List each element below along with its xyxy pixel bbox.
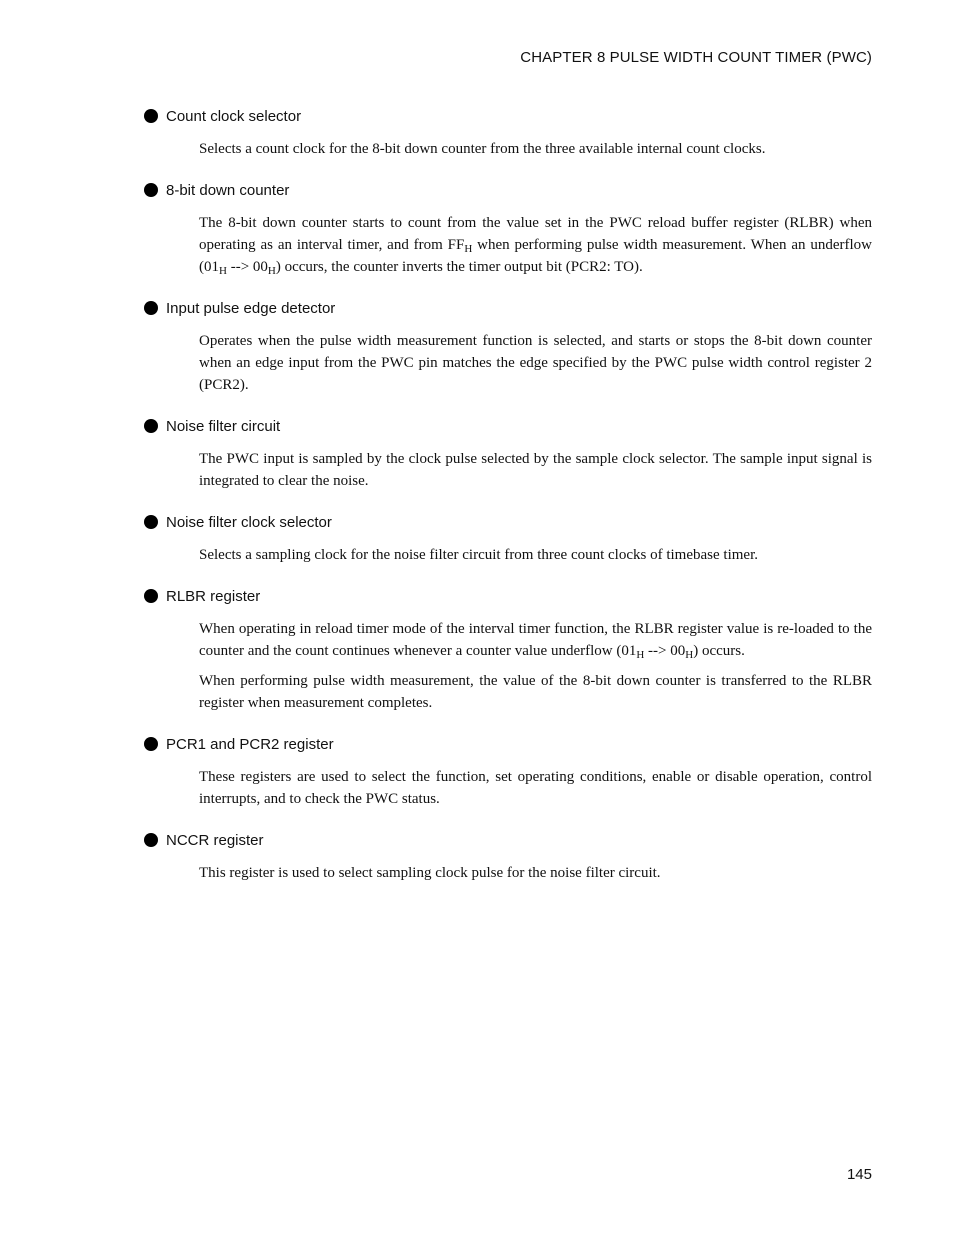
section-input-pulse-edge-detector [144, 298, 872, 396]
section-heading: PCR1 and PCR2 register [166, 735, 334, 753]
text-run: when performing pulse width measurement. When an underflow (01 [199, 237, 872, 275]
section-noise-filter-clock-selector [144, 512, 872, 566]
bullet-icon [144, 589, 158, 603]
section-heading: Input pulse edge detector [166, 299, 336, 317]
paragraph: The PWC input is sampled by the clock pulse selected by the sample clock selector. The sample input signal is integrated to clear the noise. [199, 451, 872, 489]
bullet-icon [144, 183, 158, 197]
text-run: The 8-bit down counter starts to count from the value set in the PWC reload buffer register (RLBR) when operating as an interval timer, and from FF [199, 215, 872, 253]
subscript: H [685, 649, 694, 661]
paragraph: Selects a count clock for the 8-bit down counter from the three available internal count clocks. [199, 141, 766, 157]
section-rlbr-register [144, 586, 872, 714]
paragraph: When performing pulse width measurement, the value of the 8-bit down counter is transferred to the RLBR register when measurement completes. [199, 673, 872, 711]
text-run: --> 00 [226, 259, 268, 275]
subscript: H [267, 265, 276, 277]
section-count-clock-selector [144, 106, 872, 160]
section-nccr-register [144, 830, 872, 884]
subscript: H [636, 649, 645, 661]
bullet-icon [144, 833, 158, 847]
paragraph: This register is used to select sampling clock pulse for the noise filter circuit. [199, 865, 661, 881]
paragraph [199, 212, 872, 278]
page-number: 145 [846, 1166, 872, 1183]
text-run: --> 00 [644, 643, 686, 659]
bullet-icon [144, 301, 158, 315]
chapter-header: CHAPTER 8 PULSE WIDTH COUNT TIMER (PWC) [520, 49, 872, 66]
paragraph [199, 618, 872, 662]
paragraph: Operates when the pulse width measurement function is selected, and starts or stops the 8-bit down counter when an edge input from the PWC pin matches the edge specified by the PWC pulse width control register 2 (PCR2). [199, 333, 872, 393]
bullet-icon [144, 419, 158, 433]
section-heading: Noise filter clock selector [166, 513, 332, 531]
section-pcr1-pcr2-register [144, 734, 872, 810]
subscript: H [219, 265, 227, 277]
section-noise-filter-circuit [144, 416, 872, 492]
section-8bit-down-counter [144, 180, 872, 278]
text-run: ) occurs, the counter inverts the timer output bit (PCR2: TO). [275, 259, 643, 275]
subscript: H [464, 243, 473, 255]
section-heading: Count clock selector [166, 107, 302, 125]
bullet-icon [144, 515, 158, 529]
bullet-icon [144, 109, 158, 123]
text-run: When operating in reload timer mode of the interval timer function, the RLBR register value is re-loaded to the counter and the count continues whenever a counter value underflow (01 [199, 621, 872, 659]
paragraph: These registers are used to select the function, set operating conditions, enable or disable operation, control interrupts, and to check the PWC status. [199, 769, 872, 807]
text-run: ) occurs. [693, 643, 745, 659]
paragraph: Selects a sampling clock for the noise filter circuit from three count clocks of timebase timer. [199, 547, 758, 563]
section-heading: NCCR register [166, 831, 264, 849]
section-heading: Noise filter circuit [166, 417, 281, 435]
bullet-icon [144, 737, 158, 751]
content [144, 106, 872, 884]
section-heading: RLBR register [166, 587, 261, 605]
section-heading: 8-bit down counter [166, 181, 290, 199]
